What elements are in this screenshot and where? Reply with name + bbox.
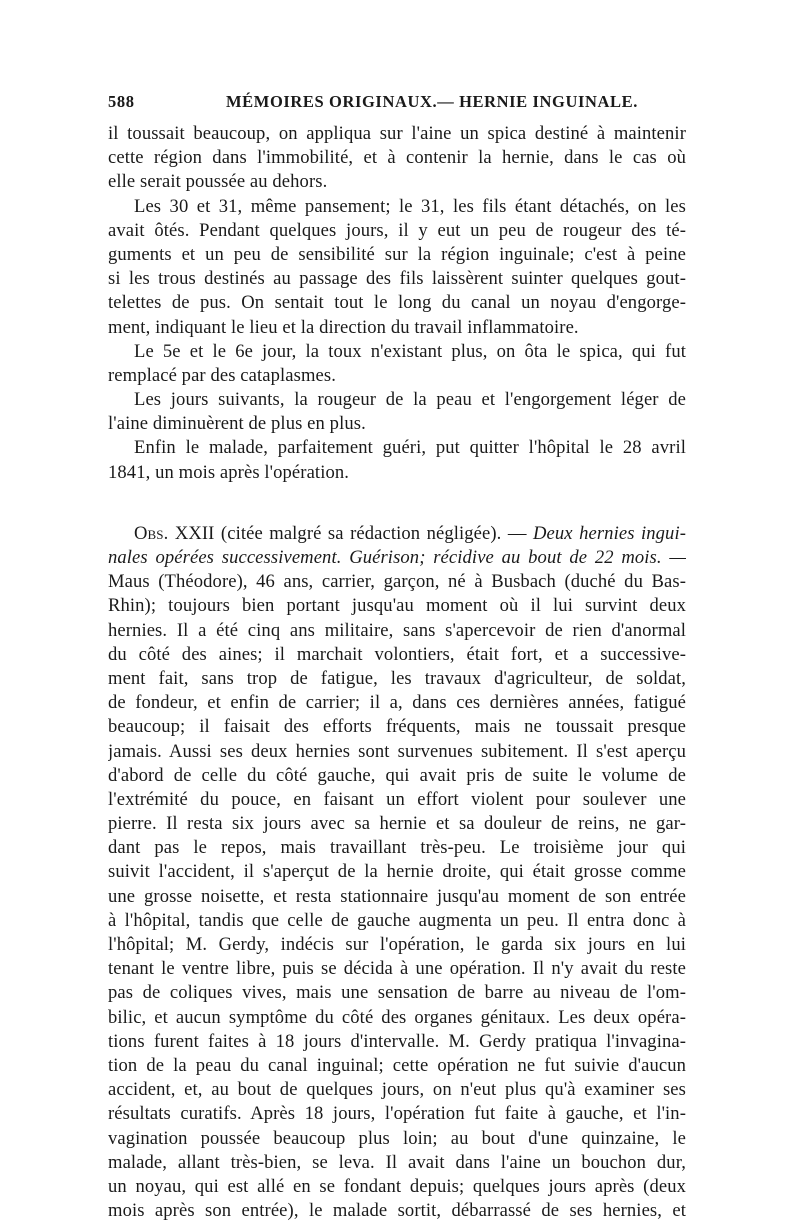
- text-line: ment, indiquant le lieu et la direction du travail inflammatoire.: [108, 316, 579, 338]
- text-line: jamais. Aussi ses deux hernies sont survenues subitement. Il s'est aperçu: [108, 740, 686, 762]
- text-line: suivit l'accident, il s'aperçut de la hernie droite, qui était grosse comme: [108, 861, 686, 883]
- text-line: dant pas le repos, mais travaillant très-peu. Le troisième jour qui: [108, 837, 686, 859]
- text-line: du côté des aines; il marchait volontiers, était fort, et a successive-: [108, 643, 686, 665]
- text-line: Enfin le malade, parfaitement guéri, put quitter l'hôpital le 28 avril: [134, 437, 686, 459]
- observation-text: [108, 570, 686, 1223]
- obs-heading-line: [108, 522, 686, 546]
- text-line: l'aine diminuèrent de plus en plus.: [108, 413, 366, 435]
- text-line: pierre. Il resta six jours avec sa hernie et sa douleur de reins, ne gar-: [108, 813, 686, 835]
- text-line: une grosse noisette, et resta stationnaire jusqu'au moment de son entrée: [108, 885, 686, 907]
- text-line: résultats curatifs. Après 18 jours, l'opération fut faite à gauche, et l'in-: [108, 1103, 686, 1125]
- text-line: Les 30 et 31, même pansement; le 31, les fils étant détachés, on les: [134, 195, 686, 217]
- text-line: mois après son entrée), le malade sortit, débarrassé de ses hernies, et: [108, 1200, 686, 1222]
- text-line: tion de la peau du canal inguinal; cette opération ne fut suivie d'aucun: [108, 1054, 686, 1076]
- text-line: Le 5e et le 6e jour, la toux n'existant plus, on ôta le spica, qui fut: [134, 340, 686, 362]
- text-line: avait ôtés. Pendant quelques jours, il y eut un peu de rougeur des té-: [108, 219, 686, 241]
- text-line: bilic, et aucun symptôme du côté des organes génitaux. Les deux opéra-: [108, 1006, 686, 1028]
- text-line: beaucoup; il faisait des efforts fréquents, mais ne toussait presque: [108, 716, 686, 738]
- text-line: il toussait beaucoup, on appliqua sur l'aine un spica destiné à maintenir: [108, 123, 686, 144]
- obs-title-part1: Deux hernies ingui-: [533, 522, 686, 544]
- text-line: guments et un peu de sensibilité sur la région inguinale; c'est à peine: [108, 243, 686, 265]
- obs-label: Obs. XXII: [134, 522, 215, 544]
- running-title: MÉMOIRES ORIGINAUX.— HERNIE INGUINALE.: [226, 92, 638, 111]
- text-line: si les trous destinés au passage des fils laissèrent suinter quelques gout-: [108, 268, 686, 290]
- text-line: Rhin); toujours bien portant jusqu'au moment où il lui survint deux: [108, 595, 686, 617]
- text-line: 1841, un mois après l'opération.: [108, 461, 349, 483]
- text-line: de fondeur, et enfin de carrier; il a, dans ces dernières années, fatigué: [108, 692, 686, 714]
- obs-note: (citée malgré sa rédaction négligée). —: [220, 522, 527, 544]
- book-page: [108, 92, 686, 1223]
- text-line: Maus (Théodore), 46 ans, carrier, garçon, né à Busbach (duché du Bas-: [108, 571, 686, 593]
- obs-title-line2: nales opérées successivement. Guérison; récidive au bout de 22 mois. —: [108, 547, 686, 568]
- text-line: accident, et, au bout de quelques jours, on n'eut plus qu'à examiner ses: [108, 1079, 686, 1101]
- text-line: Les jours suivants, la rougeur de la peau et l'engorgement léger de: [134, 389, 686, 411]
- text-line: un noyau, qui est allé en se fondant depuis; quelques jours après (deux: [108, 1175, 686, 1197]
- text-line: elle serait poussée au dehors.: [108, 171, 328, 193]
- text-line: telettes de pus. On sentait tout le long du canal un noyau d'engorge-: [108, 292, 686, 314]
- text-line: l'hôpital; M. Gerdy, indécis sur l'opération, le garda six jours en lui: [108, 934, 686, 955]
- text-line: l'extrémité du pouce, en faisant un effort violent pour soulever une: [108, 788, 686, 810]
- text-line: ment fait, sans trop de fatigue, les travaux d'agriculteur, de soldat,: [108, 667, 686, 689]
- text-line: remplacé par des cataplasmes.: [108, 364, 336, 386]
- text-line: d'abord de celle du côté gauche, qui avait pris de suite le volume de: [108, 764, 686, 786]
- running-head: [108, 92, 686, 122]
- text-line: tenant le ventre libre, puis se décida à une opération. Il n'y avait du reste: [108, 958, 686, 980]
- continued-case-text: [108, 122, 686, 485]
- text-line: malade, allant très-bien, se leva. Il avait dans l'aine un bouchon dur,: [108, 1151, 686, 1173]
- text-line: cette région dans l'immobilité, et à contenir la hernie, dans le cas où: [108, 147, 686, 169]
- text-line: pas de coliques vives, mais une sensation de barre au niveau de l'om-: [108, 982, 686, 1004]
- page-number: 588: [108, 92, 135, 111]
- text-line: vagination poussée beaucoup plus loin; au bout d'une quinzaine, le: [108, 1127, 686, 1149]
- text-line: à l'hôpital, tandis que celle de gauche augmenta un peu. Il entra donc à: [108, 909, 686, 931]
- section-gap: [108, 485, 686, 522]
- text-line: hernies. Il a été cinq ans militaire, sans s'apercevoir de rien d'anormal: [108, 619, 686, 641]
- text-line: tions furent faites à 18 jours d'intervalle. M. Gerdy pratiqua l'invagina-: [108, 1030, 686, 1052]
